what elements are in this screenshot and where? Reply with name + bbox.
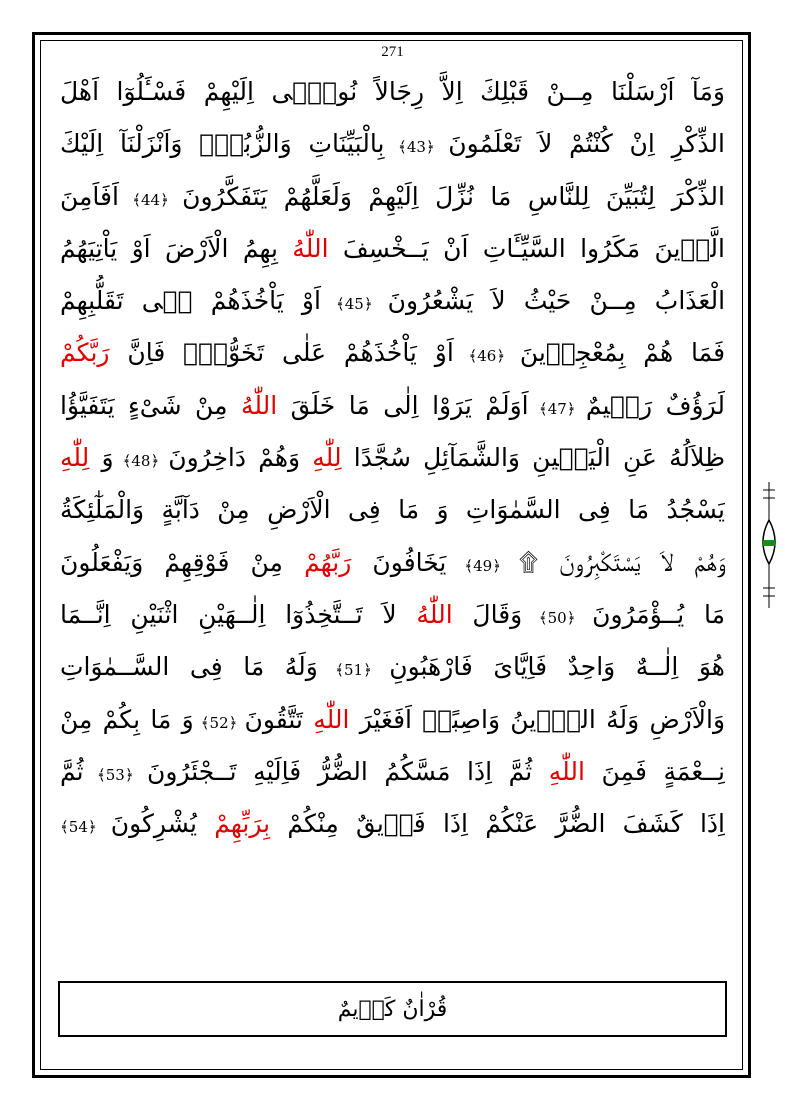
verse-text: يُشْرِكُونَ [110, 809, 215, 839]
verse-text: مِنْ فَوْقِهِمْ وَيَفْعَلُونَ [60, 547, 305, 577]
verse-line [60, 798, 725, 850]
divine-name-highlight: رَبَّهُمْ [304, 547, 352, 577]
verse-text: وَلَهُ مَا فِى السَّــمٰوَاتِ [60, 652, 318, 682]
ayah-number: ﴿54﴾ [60, 818, 111, 837]
verse-line [60, 118, 725, 170]
verse-line [60, 171, 725, 223]
verse-text: وَقَالَ [452, 599, 523, 629]
ayah-number: ﴿48﴾ [113, 452, 169, 471]
divine-name-highlight: بِرَبِّهِمْ [214, 809, 271, 839]
verse-text: يَسْجُدُ مَا فِى السَّمٰوَاتِ وَ مَا فِى الْاَرْضِ مِنْ دَآبَّةٍ وَالْمَلٰٓئِكَةُ [60, 495, 725, 525]
verse-text: بِالْبَيِّنَاتِ وَالزُّبُرِۜ وَاَنْزَلْنَآ اِلَيْكَ [60, 129, 385, 159]
divine-name-highlight: اللّٰهُ [416, 599, 453, 629]
verse-text: نِــعْمَةٍ فَمِنَ [584, 756, 725, 786]
verse-line [60, 484, 725, 536]
ayah-number: ﴿46﴾ [453, 347, 520, 366]
verse-text: اَوْ يَاْخُذَهُمْ عَلٰى تَخَوُّفٍۜ فَاِنَّ [109, 338, 454, 368]
verse-line [60, 537, 725, 589]
verse-text: هُوَ اِلٰــهٌ وَاحِدٌ فَاِيَّاىَ فَارْهَبُونِ [389, 652, 725, 682]
ayah-number: ﴿45﴾ [320, 295, 388, 314]
verse-text: اَوْ يَاْخُذَهُمْ فٖى تَقَلُّبِهِمْ [60, 286, 321, 316]
verse-text: وَ [89, 443, 114, 473]
verse-line [60, 327, 725, 379]
verse-text: الذِّكْرِ اِنْ كُنْتُمْ لاَ تَعْلَمُونَ [448, 129, 725, 159]
divine-name-highlight: اللّٰهِ [548, 756, 585, 786]
verse-text: الَّذٖينَ مَكَرُوا السَّيِّـَٔاتِ اَنْ يَــخْسِفَ [328, 233, 725, 263]
verse-line [60, 746, 725, 798]
verse-text: اَوَلَمْ يَرَوْا اِلٰى مَا خَلَقَ [277, 390, 529, 420]
verse-text: ثُمَّ اِذَا مَسَّكُمُ الضُّرُّ فَاِلَيْهِ تَــجْئَرُونَ [147, 756, 549, 786]
verse-line [60, 641, 725, 693]
verse-text: مَا يُــؤْمَرُونَ [592, 599, 725, 629]
ayah-number: ﴿53﴾ [83, 765, 148, 784]
verse-line [60, 432, 725, 484]
ayah-number: ﴿43﴾ [384, 138, 449, 157]
verse-line [60, 380, 725, 432]
verse-text: وَهُمْ لاَ يَسْتَكْبِرُونَ ۩ [518, 547, 725, 577]
verse-text: وَهُمْ دَاخِرُونَ [168, 443, 313, 473]
divine-name-highlight: لِلّٰهِ [312, 443, 342, 473]
footer-box [58, 981, 727, 1037]
verse-text-block [60, 66, 725, 850]
divine-name-highlight: لِلّٰهِ [60, 443, 90, 473]
verse-text: الْعَذَابُ مِــنْ حَيْثُ لاَ يَشْعُرُونَ [387, 286, 725, 316]
divine-name-highlight: اللّٰهِ [313, 704, 350, 734]
ayah-number: ﴿52﴾ [193, 713, 245, 732]
verse-text: وَالْاَرْضِ وَلَهُ الدّٖينُ وَاصِبًاۜ اَفَغَيْرَ [349, 704, 725, 734]
divine-name-highlight: اللّٰهُ [240, 390, 278, 420]
verse-text: فَمَا هُمْ بِمُعْجِزٖينَ [519, 338, 725, 368]
verse-line [60, 66, 725, 118]
footer-title: قُرْاٰنٌ كَرٖيمٌ [337, 996, 448, 1022]
verse-text: اَفَاَمِنَ [60, 181, 119, 211]
verse-line [60, 275, 725, 327]
verse-text: اِذَا كَشَفَ الضُّرَّ عَنْكُمْ اِذَا فَرٖيقٌ مِنْكُمْ [270, 809, 725, 839]
verse-text: لاَ تَــتَّخِذُوٓا اِلٰــهَيْنِ اثْنَيْنِ اِنَّــمَا [60, 599, 417, 629]
ayah-number: ﴿47﴾ [528, 399, 586, 418]
ayah-number: ﴿44﴾ [118, 190, 183, 209]
verse-text: مِنْ شَىْءٍ يَتَفَيَّؤُا [60, 390, 241, 420]
verse-line [60, 589, 725, 641]
page-number: 271 [381, 44, 404, 60]
ayah-number: ﴿50﴾ [522, 608, 593, 627]
divine-name-highlight: اللّٰهُ [292, 233, 329, 263]
verse-text: وَ مَا بِكُمْ مِنْ [60, 704, 194, 734]
verse-line [60, 223, 725, 275]
divine-name-highlight: رَبَّكُمْ [60, 338, 110, 368]
sajda-marker-icon [755, 480, 783, 610]
verse-text: ثُمَّ [60, 756, 84, 786]
verse-text: وَمَآ اَرْسَلْنَا مِــنْ قَبْلِكَ اِلاَّ رِجَالاً نُوحٖٓى اِلَيْهِمْ فَسْـَٔلُوٓا اَهْلَ [60, 77, 725, 106]
verse-text: تَتَّقُونَ [244, 704, 314, 734]
verse-text: ظِلاَلُهُ عَنِ الْيَمٖينِ وَالشَّمَآئِلِ سُجَّدًا [341, 443, 725, 473]
verse-text: لَرَؤُفٌ رَحٖيمٌ [585, 390, 725, 420]
verse-text: بِهِمُ الْاَرْضَ اَوْ يَاْتِيَهُمُ [60, 233, 293, 263]
verse-line [60, 694, 725, 746]
ayah-number: ﴿49﴾ [446, 556, 519, 575]
verse-text: يَخَافُونَ [351, 547, 447, 577]
ayah-number: ﴿51﴾ [317, 661, 390, 680]
verse-text: الذِّكْرَ لِتُبَيِّنَ لِلنَّاسِ مَا نُزِّلَ اِلَيْهِمْ وَلَعَلَّهُمْ يَتَفَكَّرُونَ [182, 181, 725, 211]
